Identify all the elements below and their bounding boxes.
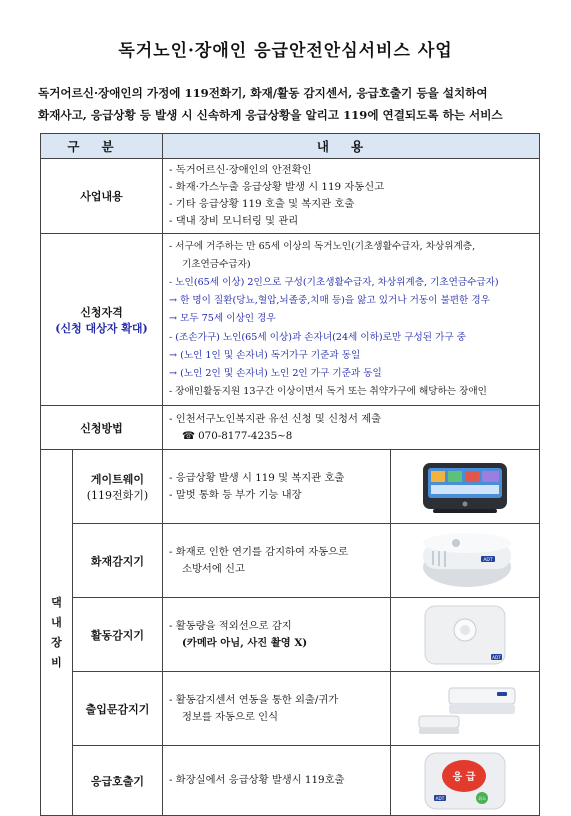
content-line: 기초연금수급자) — [182, 258, 251, 270]
content-line: (카메라 아님, 사진 촬영 X) — [182, 636, 308, 649]
emergency-button-icon — [391, 746, 540, 816]
row-content-business — [163, 159, 540, 234]
content-line: 소방서에 신고 — [182, 562, 245, 575]
equipment-name-line: 게이트웨이 — [90, 472, 145, 486]
phone-line: ☎ 070-8177-4235~8 — [182, 429, 293, 442]
equipment-desc — [163, 450, 391, 524]
content-line: - 활동감지센서 연동을 통한 외출/귀가 — [169, 693, 339, 706]
equipment-name-line: 응급호출기 — [90, 774, 145, 788]
emergency-label: 응 급 — [452, 771, 476, 783]
eligibility-label: 신청자격 — [80, 305, 123, 319]
content-line: - 화재로 인한 연기를 감지하여 자동으로 — [169, 545, 348, 558]
equipment-desc — [163, 598, 391, 672]
content-line: → (노인 1인 및 손자녀) 독거가구 기준과 동일 — [169, 349, 361, 361]
table-row — [41, 234, 540, 406]
content-line: - (조손가구) 노인(65세 이상)과 손자녀(24세 이하)로만 구성된 가구 중 — [169, 331, 466, 343]
equipment-name — [73, 598, 163, 672]
table-row — [41, 524, 540, 598]
content-line: → (노인 2인 및 손자녀) 노인 2인 가구 기준과 동일 — [169, 368, 382, 379]
equipment-name — [73, 672, 163, 746]
equipment-name — [73, 524, 163, 598]
table-row — [41, 159, 540, 234]
row-content-method — [163, 406, 540, 450]
content-line: - 활동량을 적외선으로 감지 — [169, 619, 292, 632]
table-row — [41, 746, 540, 816]
row-label-business: 사업내용 — [41, 159, 163, 234]
table-row — [41, 598, 540, 672]
intro-line: 독거어르신·장애인의 가정에 119전화기, 화재/활동 감지센서, 응급호출기 등을 설치하여 — [38, 86, 488, 100]
side-char: 비 — [51, 655, 62, 669]
motion-sensor-icon — [391, 598, 540, 672]
equipment-name-line: 활동감지기 — [90, 628, 145, 642]
table-row — [41, 672, 540, 746]
content-line: - 말벗 통화 등 부가 기능 내장 — [169, 488, 302, 501]
equipment-name-line: 화재감지기 — [90, 554, 145, 568]
content-line: - 장애인활동지원 13구간 이상이면서 독거 또는 취약가구에 해당하는 장애인 — [169, 386, 487, 398]
content-line: - 화장실에서 응급상황 발생시 119호출 — [169, 774, 345, 786]
side-char: 내 — [51, 615, 62, 629]
header-content: 내용 — [163, 134, 540, 159]
equipment-name — [73, 450, 163, 524]
row-label-method: 신청방법 — [41, 406, 163, 450]
emergency-logo: ADT — [435, 795, 445, 801]
table-row — [41, 450, 540, 524]
page-title: 독거노인·장애인 응급안전안심서비스 사업 — [118, 41, 453, 61]
cancel-label: 취소 — [478, 795, 486, 801]
row-content-eligibility — [163, 234, 540, 406]
equipment-name-line: (119전화기) — [86, 488, 149, 502]
equipment-name-line: 출입문감지기 — [85, 702, 150, 716]
intro-text — [38, 82, 538, 126]
intro-line: 화재사고, 응급상황 등 발생 시 신속하게 응급상황을 알리고 119에 연결되도록 하는 서비스 — [38, 108, 503, 122]
side-char: 장 — [51, 635, 62, 649]
content-line: - 독거어르신·장애인의 안전확인 — [169, 164, 312, 176]
equipment-desc — [163, 524, 391, 598]
service-table — [40, 133, 540, 816]
smoke-logo: ADT — [483, 557, 493, 563]
content-line: - 댁내 장비 모니터링 및 관리 — [169, 215, 299, 227]
smoke-detector-icon — [391, 524, 540, 598]
header-category: 구분 — [41, 134, 163, 159]
row-label-eligibility — [41, 234, 163, 406]
content-line: - 서구에 거주하는 만 65세 이상의 독거노인(기초생활수급자, 차상위계층, — [169, 240, 476, 252]
eligibility-sublabel: (신청 대상자 확대) — [55, 321, 148, 335]
gateway-device-icon — [391, 450, 540, 524]
content-line: - 인천서구노인복지관 유선 신청 및 신청서 제출 — [169, 412, 382, 425]
content-line: 정보를 자동으로 인식 — [182, 710, 279, 723]
content-line: - 화재·가스누출 응급상황 발생 시 119 자동신고 — [169, 181, 385, 193]
motion-logo: ADT — [492, 654, 501, 660]
equipment-desc — [163, 746, 391, 816]
door-sensor-icon — [391, 672, 540, 746]
content-line: → 모두 75세 이상인 경우 — [169, 313, 276, 325]
content-line: - 응급상황 발생 시 119 및 복지관 호출 — [169, 471, 345, 484]
equipment-name — [73, 746, 163, 816]
equipment-desc — [163, 672, 391, 746]
table-header-row — [41, 134, 540, 159]
equipment-side-label — [41, 450, 73, 816]
content-line: - 노인(65세 이상) 2인으로 구성(기초생활수급자, 차상위계층, 기초연금수급자) — [169, 276, 499, 288]
side-char: 댁 — [51, 595, 62, 609]
content-line: - 기타 응급상황 119 호출 및 복지관 호출 — [169, 198, 355, 210]
table-row — [41, 406, 540, 450]
content-line: → 한 명이 질환(당뇨,혈압,뇌졸중,치매 등)을 앓고 있거나 거동이 불편한 경우 — [169, 295, 490, 307]
